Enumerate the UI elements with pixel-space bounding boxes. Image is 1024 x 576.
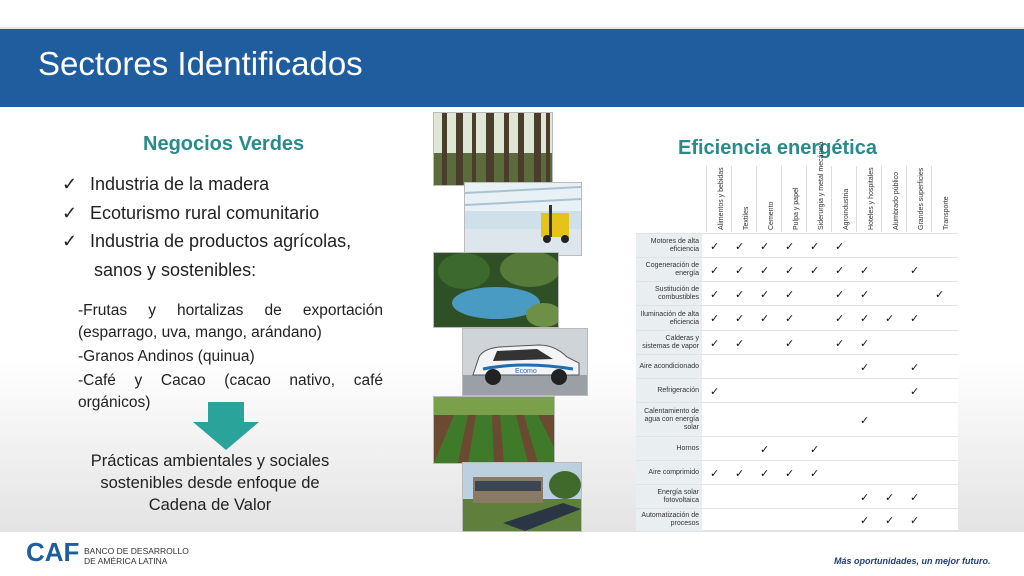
check-mark: ✓: [710, 467, 720, 480]
column-header: [706, 166, 732, 232]
check-mark: ✓: [760, 288, 770, 301]
bullet-list: [62, 174, 392, 288]
column-header: [881, 166, 907, 232]
table-row: [636, 436, 958, 461]
check-mark: ✓: [860, 264, 870, 277]
check-mark: ✓: [860, 361, 870, 374]
header-bar: [0, 29, 1024, 107]
check-mark: ✓: [910, 491, 920, 504]
forest-photo: [433, 112, 553, 186]
bullet-item: [62, 174, 392, 203]
detail-cafe: -Café y Cacao (cacao nativo, café orgánicos): [78, 372, 383, 411]
check-mark: ✓: [735, 467, 745, 480]
check-mark: ✓: [910, 313, 920, 325]
row-label: Calentamiento de agua con energía solar: [636, 403, 702, 437]
bullet-text: Industria de productos agrícolas,: [90, 231, 352, 251]
column-header: [731, 166, 757, 232]
row-label: Sustitución de combustibles: [636, 282, 702, 306]
check-mark: ✓: [810, 443, 820, 456]
bullet-item: [62, 203, 392, 232]
check-mark: ✓: [785, 337, 795, 350]
detail-granos: -Granos Andinos (quinua): [78, 348, 255, 365]
bullet-text: Industria de la madera: [90, 174, 270, 194]
table-row: [636, 402, 958, 437]
check-mark: ✓: [810, 467, 820, 480]
checkmark-icon: ✓: [62, 231, 78, 251]
check-mark: ✓: [710, 313, 720, 325]
check-mark: ✓: [735, 288, 745, 301]
column-header-label: Pulpa y papel: [793, 187, 800, 230]
row-label: Refrigeración: [636, 379, 702, 403]
table-row: [636, 378, 958, 403]
checkmark-icon: ✓: [62, 202, 78, 223]
check-mark: ✓: [785, 240, 795, 253]
logo-text: [84, 546, 189, 566]
column-header-label: Agroindustria: [843, 188, 850, 230]
check-mark: ✓: [760, 467, 770, 480]
row-label: Aire comprimido: [636, 461, 702, 485]
column-header: [931, 166, 957, 232]
check-mark: ✓: [760, 240, 770, 253]
check-mark: ✓: [710, 288, 720, 301]
bullet-text: Ecoturismo rural comunitario: [90, 202, 320, 223]
column-header: [806, 141, 832, 232]
check-mark: ✓: [860, 514, 870, 527]
lagoon-photo: [433, 252, 559, 328]
car-brand-label: Ecomo: [515, 368, 537, 375]
table-row: [636, 460, 958, 485]
check-mark: ✓: [785, 313, 795, 325]
table-row: [636, 508, 958, 531]
table-row: [636, 233, 958, 258]
table-row: [636, 305, 958, 331]
check-mark: ✓: [735, 240, 745, 253]
check-mark: ✓: [710, 337, 720, 350]
row-label: Cogeneración de energía: [636, 258, 702, 282]
check-mark: ✓: [710, 264, 720, 277]
check-mark: ✓: [910, 361, 920, 374]
row-label: Hornos: [636, 437, 702, 461]
row-label: Motores de alta eficiencia: [636, 234, 702, 258]
check-mark: ✓: [785, 288, 795, 301]
check-mark: ✓: [810, 240, 820, 253]
caf-logo: [26, 537, 82, 567]
column-header-label: Grandes superficies: [918, 167, 925, 230]
check-mark: ✓: [760, 264, 770, 277]
logo-line2: DE AMÉRICA LATINA: [84, 556, 168, 566]
table-row: [636, 257, 958, 282]
column-header-label: Hoteles y hospitales: [868, 167, 875, 230]
vegetable-field-photo: [433, 396, 555, 464]
eficiencia-title: Eficiencia energética: [678, 137, 877, 159]
row-label: Iluminación de alta eficiencia: [636, 306, 702, 331]
check-mark: ✓: [835, 337, 845, 350]
check-mark: ✓: [860, 414, 870, 427]
bullet-continuation: sanos y sostenibles:: [94, 259, 257, 280]
page-title: Sectores Identificados: [38, 45, 363, 82]
check-mark: ✓: [910, 264, 920, 277]
column-header-label: Transporte: [943, 196, 950, 230]
column-header-label: Siderurgia y metal mecánica: [818, 141, 825, 230]
check-mark: ✓: [860, 288, 870, 301]
bullet-item: [62, 231, 392, 260]
warehouse-photo: [464, 182, 582, 256]
check-mark: ✓: [885, 491, 895, 504]
check-mark: ✓: [760, 443, 770, 456]
row-label: Energía solar fotovoltaica: [636, 485, 702, 509]
check-mark: ✓: [735, 313, 745, 325]
electric-car-photo: [462, 328, 588, 396]
column-header: [781, 166, 807, 232]
tagline: Más oportunidades, un mejor futuro.: [834, 556, 991, 566]
check-mark: ✓: [935, 288, 945, 301]
column-header: [906, 166, 932, 232]
column-header: [831, 166, 857, 232]
column-header-label: Cemento: [768, 201, 775, 230]
negocios-verdes-title: Negocios Verdes: [143, 133, 305, 155]
check-mark: ✓: [885, 514, 895, 527]
column-header: [856, 166, 882, 232]
check-mark: ✓: [810, 264, 820, 277]
check-mark: ✓: [785, 467, 795, 480]
column-header-label: Alimentos y bebidas: [718, 167, 725, 230]
row-label: Automatización de procesos: [636, 509, 702, 531]
table-row: [636, 354, 958, 379]
down-arrow-icon: [193, 402, 259, 450]
check-mark: ✓: [735, 264, 745, 277]
check-mark: ✓: [860, 337, 870, 350]
solar-building-photo: [462, 462, 582, 532]
check-mark: ✓: [735, 337, 745, 350]
check-mark: ✓: [710, 240, 720, 253]
check-mark: ✓: [760, 313, 770, 325]
check-mark: ✓: [835, 313, 845, 325]
table-row: [636, 330, 958, 355]
table-row: [636, 484, 958, 509]
check-mark: ✓: [860, 313, 870, 325]
check-mark: ✓: [785, 264, 795, 277]
svg-text:CAF: CAF: [26, 537, 80, 567]
row-label: Calderas y sistemas de vapor: [636, 331, 702, 355]
check-mark: ✓: [710, 385, 720, 398]
check-mark: ✓: [835, 240, 845, 253]
detail-frutas: -Frutas y hortalizas de exportación (esparrago, uva, mango, arándano): [78, 302, 383, 341]
column-header: [756, 166, 782, 232]
check-mark: ✓: [835, 264, 845, 277]
table-row: [636, 281, 958, 306]
row-label: Aire acondicionado: [636, 355, 702, 379]
check-mark: ✓: [835, 288, 845, 301]
check-mark: ✓: [910, 514, 920, 527]
check-mark: ✓: [910, 385, 920, 398]
logo-line1: BANCO DE DESARROLLO: [84, 546, 189, 556]
check-mark: ✓: [860, 491, 870, 504]
check-mark: ✓: [885, 313, 895, 325]
column-header-label: Textiles: [743, 206, 750, 230]
column-header-label: Alumbrado público: [893, 172, 900, 230]
checkmark-icon: ✓: [62, 174, 78, 194]
practicas-text: Prácticas ambientales y sociales sostenibles desde enfoque de Cadena de Valor: [90, 452, 330, 514]
